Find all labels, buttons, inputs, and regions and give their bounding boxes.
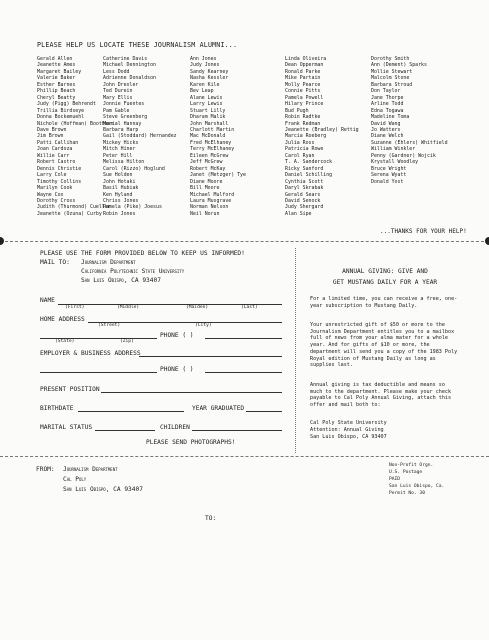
alumni-name: Daryl Skrabak [285,185,324,192]
alumni-name: Sue Holden [103,172,133,179]
alumni-name: Carol (Rizzo) Hoglund [103,165,165,172]
alumni-name: Judy (Pigg) Behrendt [37,101,96,108]
alumni-name: Larry Lewis [190,101,223,108]
present-position-field[interactable] [101,392,282,393]
alumni-column-2 [103,56,177,217]
alumni-name: Marilyn Cook [37,185,73,192]
year-graduated-field[interactable] [246,411,282,412]
alumni-name: Eileen McGrew [190,152,229,159]
phone-label-2: PHONE ( ) [160,366,194,373]
employer-field-2[interactable] [40,372,157,373]
giving-paragraph-2: Your unrestricted gift of $50 or more to the Journalism Department entitles you to a mailbox full of news from your alma mater for a whole year. And for gifts of $10 or more, the department will send you a copy of the 1983 Poly Royal edition of Mustang Daily as long as supplies last. [310,322,458,369]
birthdate-label: BIRTHDATE [40,405,74,412]
alumni-name: Ann Jones [190,56,217,62]
to-label: TO: [205,515,217,522]
alumni-name: Ann (Dement) Sparks [371,62,427,69]
from-line-3: San Luis Obispo, CA 93407 [63,486,143,493]
form-intro: PLEASE USE THE FORM PROVIDED BELOW TO KEEP US INFORMED! [40,250,245,257]
birthdate-field[interactable] [78,411,184,412]
alumni-name: Connie Pitts [285,88,321,95]
alumni-name: Dennis Christie [37,165,82,172]
alumni-name: Adrienne Donaldson [103,75,156,82]
alumni-name: Robert McKay [190,165,226,172]
alumni-name: Marial Hannay [103,120,142,127]
alumni-name: Patti Callihan [37,139,79,146]
alumni-name: Sandy Kearney [190,68,229,75]
alumni-name: Dorothy Cross [37,197,76,204]
alumni-column-3 [190,56,246,217]
alumni-name: Judith (Thurmond) Cuellar [37,204,111,211]
alumni-name: Terry McElhaney [190,146,235,153]
alumni-name: Robert Castro [37,159,76,166]
alumni-name: Jeanette (Bradley) Rettig [285,126,359,133]
alumni-name: Alane Lewis [190,94,223,101]
alumni-name: Basil Hubiak [103,185,139,192]
alumni-name: Chriss Jones [103,197,139,204]
alumni-name: Madeline Toma [371,114,410,121]
alumni-name: Timothy Collins [37,178,82,185]
alumni-name: Jim Brown [37,133,64,140]
alumni-name: Robin Jones [103,210,136,217]
alumni-name: Margaret Bailey [37,68,82,75]
alumni-name: Dorothy Smith [371,56,410,62]
employer-label: EMPLOYER & BUSINESS ADDRESS [40,350,141,357]
present-position-label: PRESENT POSITION [40,386,100,393]
alumni-name: Peter Hill [103,152,133,159]
column-divider [295,248,296,453]
alumni-name: Cheryl Beatty [37,94,76,101]
photographs-note: PLEASE SEND PHOTOGRAPHS! [146,439,236,446]
alumni-name: Gerald Allen [37,56,73,62]
giving-paragraph-1: For a limited time, you can receive a free, one-year subscription to Mustang Daily. [310,296,458,309]
mail-to-line-1: Journalism Department [81,259,136,266]
from-line-1: Journalism Department [63,466,118,473]
alumni-name: Stuart Lilly [190,107,226,114]
giving-paragraph-3: Annual giving is tax deductible and means so much to the department. Please make your check payable to Cal Poly Annual Giving, attach this offer and mail both to: [310,382,452,409]
alumni-name: Laura Musgrave [190,197,232,204]
alumni-name: Nichole (Hoffman) Boothman [37,120,114,127]
name-sub-middle: (Middle) [117,305,140,310]
alumni-name: Phillip Beach [37,88,76,95]
alumni-name: Esther Barnes [37,81,76,88]
alumni-name: Bruce Wright [371,165,407,172]
alumni-name: Arline Todd [371,101,404,108]
alumni-name: Janet (Metzger) Tye [190,172,246,179]
alumni-name: Carol Ryan [285,152,315,159]
alumni-name: Melissa Hilton [103,159,145,166]
alumni-name: Jane Thorpe [371,94,404,101]
alumni-name: Nasha Kessler [190,75,229,82]
home-sub-zip: (Zip) [120,339,134,344]
alumni-name: Ricky Sanford [285,165,324,172]
alumni-column-5 [371,56,448,185]
alumni-name: Mike Partain [285,75,321,82]
alumni-name: David Wang [371,120,401,127]
alumni-name: Jeanette Ames [37,62,76,69]
mail-to-label: MAIL TO: [40,259,70,266]
phone-field-2[interactable] [205,372,282,373]
alumni-name: John Marshall [190,120,229,127]
alumni-name: David Senock [285,197,321,204]
alumni-name: Ronald Parke [285,68,321,75]
alumni-name: Linda Oliveira [285,56,327,62]
alumni-name: Jonnie Fuentes [103,101,145,108]
alumni-name: Gail (Stoddard) Hernandez [103,133,177,140]
home-sub-city: (City) [195,323,212,328]
alumni-name: Diane Welch [371,133,404,140]
alumni-name: Charlott Martin [190,126,235,133]
alumni-name: Frank Redman [285,120,321,127]
alumni-name: Malcolm Stone [371,75,410,82]
from-label: FROM: [36,466,55,473]
alumni-name: Serena Wyatt [371,172,407,179]
perforation-line [0,241,489,242]
alumni-name: Krystall Woodley [371,159,419,166]
thanks-text: ...THANKS FOR YOUR HELP! [380,228,467,235]
alumni-name: Willie Carr [37,152,70,159]
alumni-name: Don Taylor [371,88,401,95]
alumni-name: Dave Brown [37,126,67,133]
alumni-name: Mickey Hicks [103,139,139,146]
giving-title-1: ANNUAL GIVING: GIVE AND [342,268,428,275]
alumni-name: Diane Moore [190,178,223,185]
alumni-name: Norman Nelson [190,204,229,211]
name-sub-maiden: (Maiden) [186,305,209,310]
alumni-name: Judy Jones [190,62,220,69]
alumni-name: Mac McDonald [190,133,226,140]
alumni-column-4 [285,56,359,217]
alumni-name: Barbara Stroud [371,81,413,88]
phone-field[interactable] [205,338,282,339]
alumni-name: Michael Mulford [190,191,235,198]
binder-hole [0,237,4,245]
alumni-name: Donald Yost [371,178,404,185]
name-label: NAME [40,297,55,304]
employer-field[interactable] [139,356,282,357]
alumni-name: Bill Moore [190,185,220,192]
giving-address-2: Attention: Annual Giving [310,427,384,433]
alumni-name: Robin Radtke [285,114,321,121]
giving-address-3: San Luis Obispo, CA 93407 [310,434,387,440]
alumni-name: Suzanne (Ehlers) Whitfield [371,139,448,146]
alumni-name: Less Dodd [103,68,130,75]
alumni-name: Dean Opperman [285,62,324,69]
alumni-name: Julia Ross [285,139,315,146]
alumni-name: Alan Sipe [285,210,312,217]
postage-line-4: San Luis Obispo, Ca. [389,484,445,489]
name-sub-first: (First) [65,305,85,310]
alumni-name: Joan Cardoza [37,146,73,153]
home-address-label: HOME ADDRESS [40,316,85,323]
year-graduated-label: YEAR GRADUATED [192,405,245,412]
alumni-name: Karen Kile [190,81,220,88]
alumni-name: Ken Hyland [103,191,133,198]
postage-line-1: Non-Profit Orgn. [389,463,434,468]
alumni-heading: PLEASE HELP US LOCATE THESE JOURNALISM ALUMNI... [37,41,238,49]
alumni-name: Pamela (Pike) Joesus [103,204,162,211]
home-sub-street: (Street) [98,323,121,328]
alumni-name: Barbara Harp [103,126,139,133]
alumni-name: John Drexler [103,81,139,88]
alumni-name: Judy Shergard [285,204,324,211]
alumni-name: Penny (Gardner) Wojcik [371,152,436,159]
alumni-name: Pamela Powell [285,94,324,101]
alumni-name: Jeanette (Ozuna) Curby [37,210,102,217]
alumni-name: Gerald Sears [285,191,321,198]
phone-label: PHONE ( ) [160,332,194,339]
alumni-name: Daniel Schilling [285,172,333,179]
alumni-name: Patricia Rowe [285,146,324,153]
alumni-name: Jeff McGrew [190,159,223,166]
alumni-name: Bud Pugh [285,107,309,114]
alumni-name: Mary Ellis [103,94,133,101]
alumni-name: Trillia Birdseye [37,107,85,114]
mail-to-line-3: San Luis Obispo, CA 93407 [81,277,161,284]
alumni-name: Ted Durein [103,88,133,95]
alumni-name: Hilary Prince [285,101,324,108]
alumni-name: Molly Pearce [285,81,321,88]
perforation-line-2 [0,456,489,457]
alumni-name: Valerie Baker [37,75,76,82]
mail-to-line-2: California Polytechnic State University [81,268,185,275]
alumni-name: Dharam Malik [190,114,226,121]
alumni-name: Edna Togawa [371,107,404,114]
postage-line-2: U.S. Postage [389,470,423,475]
from-line-2: Cal Poly [63,476,87,483]
children-field[interactable] [192,430,282,431]
alumni-name: Bev Leap [190,88,214,95]
children-label: CHILDREN [160,424,190,431]
giving-title-2: GET MUSTANG DAILY FOR A YEAR [332,279,438,286]
alumni-name: William Winkler [371,146,416,153]
alumni-name: Pam Gable [103,107,130,114]
marital-status-field[interactable] [95,430,155,431]
alumni-name: Fred McElhaney [190,139,232,146]
alumni-name: John Hotaki [103,178,136,185]
marital-status-label: MARITAL STATUS [40,424,93,431]
alumni-name: Neil Norun [190,210,220,217]
alumni-name: Marcia Roeberg [285,133,327,140]
postage-line-5: Permit No. 30 [389,491,425,496]
alumni-name: Jo Watters [371,126,401,133]
alumni-name: Michael Dennington [103,62,156,69]
alumni-name: Mitch Hiner [103,146,136,153]
binder-hole [485,237,489,245]
alumni-name: Catherine Davis [103,56,148,62]
giving-address-1: Cal Poly State University [310,420,387,426]
alumni-name: T. A. Sandercock [285,159,333,166]
alumni-name: Steve Greenberg [103,114,148,121]
alumni-name: Cynthia Scott [285,178,324,185]
alumni-name: Mollie Stewart [371,68,413,75]
home-sub-state: (State) [55,339,75,344]
alumni-name: Larry Cole [37,172,67,179]
alumni-name: Wayne Cox [37,191,64,198]
postage-line-3: PAID [389,477,401,482]
name-sub-last: (Last) [241,305,258,310]
alumni-name: Donna Bockemuehl [37,114,85,121]
